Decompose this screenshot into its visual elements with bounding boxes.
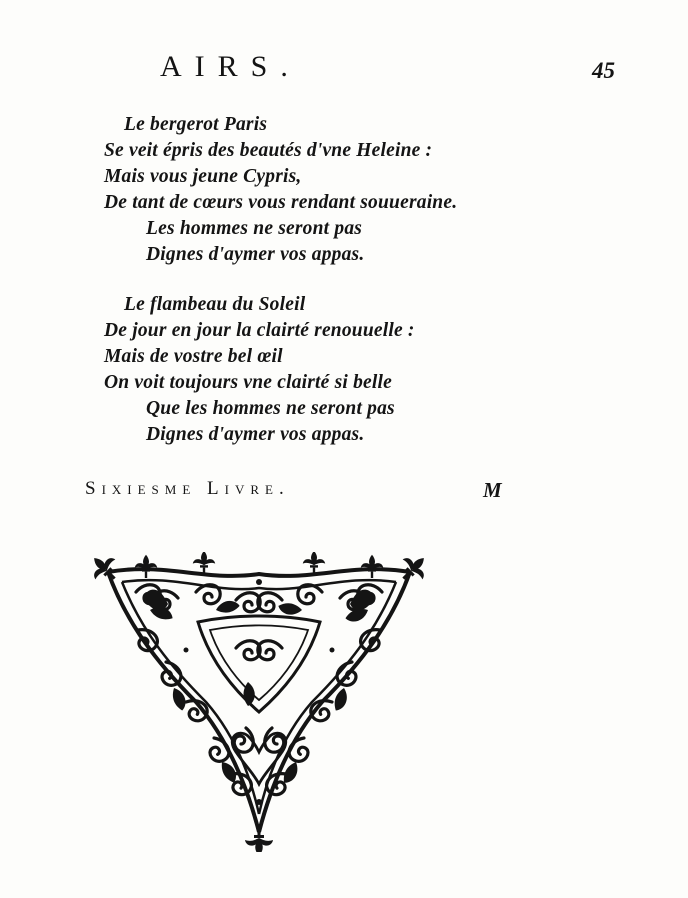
verse-line: On voit toujours vne clairté si belle <box>104 372 392 393</box>
verse-line: Dignes d'aymer vos appas. <box>146 244 365 265</box>
verse-line: Dignes d'aymer vos appas. <box>146 424 365 445</box>
verse-line: Le flambeau du Soleil <box>124 294 306 315</box>
page-number: 45 <box>592 58 615 83</box>
verse-line: Mais de vostre bel œil <box>104 346 283 367</box>
signature-line <box>85 478 645 508</box>
verse-line: Le bergerot Paris <box>124 114 268 135</box>
running-head: AIRS. <box>160 50 301 83</box>
verse-line: Que les hommes ne seront pas <box>146 398 395 419</box>
floral-triangle-ornament-icon <box>86 552 432 852</box>
verse-line: Mais vous jeune Cypris, <box>104 166 302 187</box>
verse-line: Les hommes ne seront pas <box>146 218 363 239</box>
verse-line: De tant de cœurs vous rendant souueraine. <box>104 192 458 213</box>
verse-line: Se veit épris des beautés d'vne Heleine : <box>104 140 433 161</box>
verse-line: De jour en jour la clairté renouuelle : <box>104 320 415 341</box>
signature-text: Sixiesme Livre. <box>85 478 290 499</box>
signature-mark: M <box>483 478 502 502</box>
